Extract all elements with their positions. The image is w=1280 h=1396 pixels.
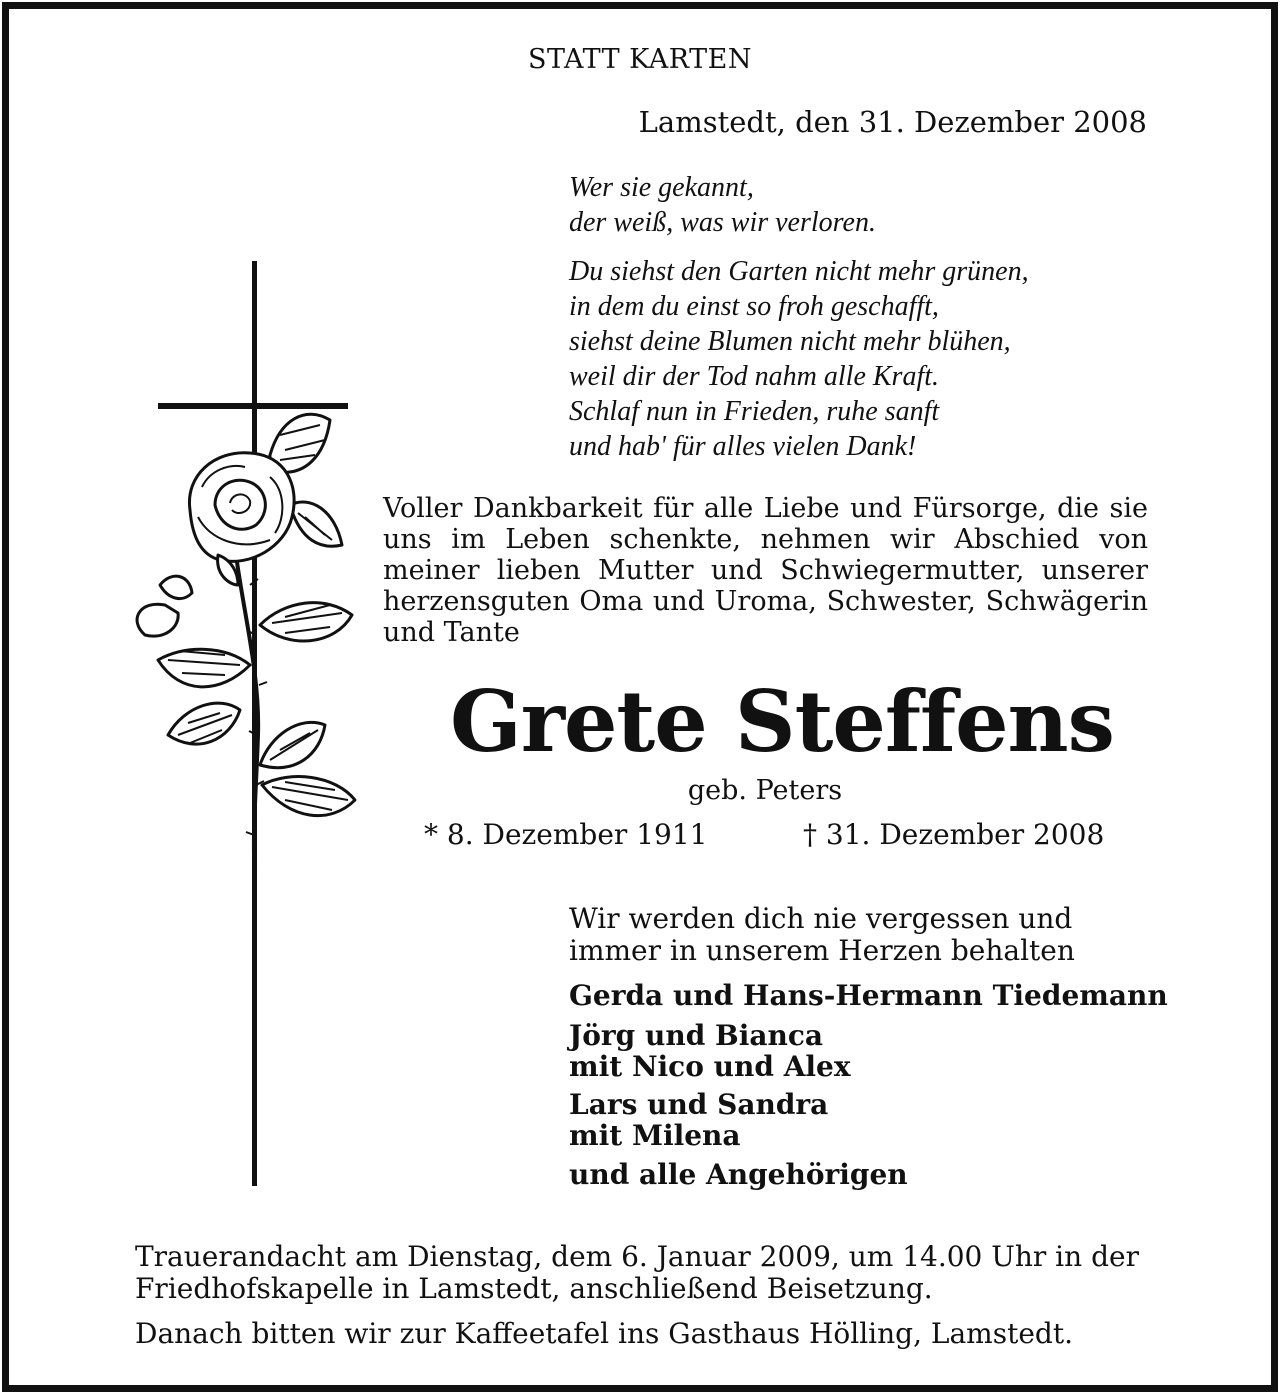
birth-name: geb. Peters <box>687 775 843 806</box>
service-line: Friedhofskapelle in Lamstedt, anschließend Beisetzung. <box>135 1272 933 1305</box>
mourner-line: und alle Angehörigen <box>569 1158 908 1191</box>
closing-line: immer in unserem Herzen behalten <box>569 934 1075 967</box>
mourner-line: Lars und Sandra <box>569 1088 829 1121</box>
deceased-name: Grete Steffens <box>450 672 1114 771</box>
closing-line: Wir werden dich nie vergessen und <box>569 902 1073 935</box>
rose-icon <box>137 414 355 880</box>
birth-date: * 8. Dezember 1911 <box>424 818 708 851</box>
service-line: Trauerandacht am Dienstag, dem 6. Januar 2009, um 14.00 Uhr in der <box>135 1240 1139 1273</box>
heading: STATT KARTEN <box>528 44 752 75</box>
mourner-group <box>569 1089 828 1151</box>
service-info <box>135 1241 1139 1305</box>
poem-line: Du siehst den Garten nicht mehr grünen, <box>569 256 1029 287</box>
poem-line: und hab' für alles vielen Dank! <box>569 431 917 462</box>
mourner-line: mit Nico und Alex <box>569 1050 851 1083</box>
poem-line: weil dir der Tod nahm alle Kraft. <box>569 361 940 392</box>
closing-text <box>569 903 1075 967</box>
coffee-invitation: Danach bitten wir zur Kaffeetafel ins Gasthaus Hölling, Lamstedt. <box>135 1317 1073 1350</box>
cross-rose-illustration <box>120 255 370 1190</box>
mourner-group <box>569 1020 851 1082</box>
mourner-line: Gerda und Hans-Hermann Tiedemann <box>569 979 1168 1012</box>
poem-stanza-1 <box>569 170 876 240</box>
poem-line: Wer sie gekannt, <box>569 172 754 203</box>
poem-line: Schlaf nun in Frieden, ruhe sanft <box>569 396 940 427</box>
death-date: † 31. Dezember 2008 <box>803 818 1105 851</box>
mourner-line: mit Milena <box>569 1119 741 1152</box>
poem-line: siehst deine Blumen nicht mehr blühen, <box>569 326 1011 357</box>
poem-line: in dem du einst so froh geschafft, <box>569 291 939 322</box>
poem-line: der weiß, was wir verloren. <box>569 207 876 238</box>
poem-stanza-2 <box>569 254 1029 464</box>
intro-paragraph: Voller Dankbarkeit für alle Liebe und Fürsorge, die sie uns im Leben schenkte, nehmen wir Abschied von meiner lieben Mutter und Schwiegermutter, unserer herzensguten Oma und Uroma, Schwester, Schwägerin und Tante <box>383 493 1148 648</box>
place-date: Lamstedt, den 31. Dezember 2008 <box>638 105 1147 139</box>
mourner-line: Jörg und Bianca <box>569 1019 824 1052</box>
